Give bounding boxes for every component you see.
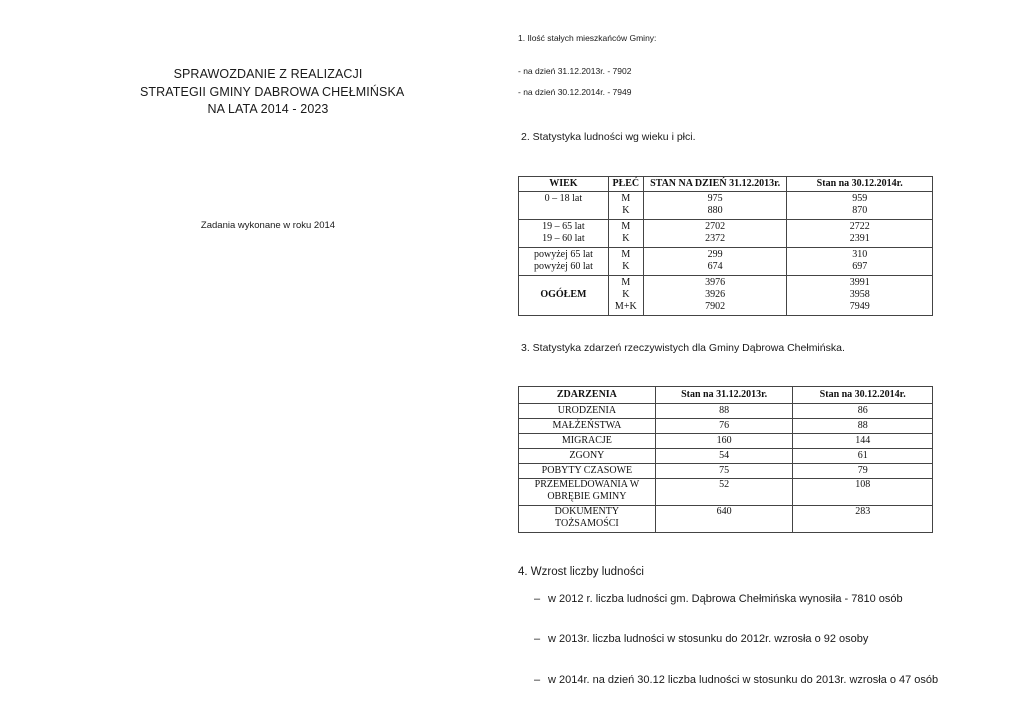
value-2014: 108	[793, 479, 933, 506]
event-name: MAŁŻEŃSTWA	[519, 419, 656, 434]
sex-value: K	[622, 261, 630, 272]
value-2014-cell	[787, 220, 933, 248]
sex-cell	[608, 248, 643, 276]
table-row-total	[519, 276, 933, 316]
growth-text: w 2012 r. liczba ludności gm. Dąbrowa Chełmińska wynosiła - 7810 osób	[548, 593, 903, 605]
value: 299	[707, 249, 723, 260]
value: 2372	[705, 233, 726, 244]
age-label: 19 – 65 lat	[542, 221, 585, 232]
event-name-line: PRZEMELDOWANIA W	[534, 479, 640, 490]
value-2014: 88	[793, 419, 933, 434]
table-header-row	[519, 387, 933, 404]
header-age: WIEK	[519, 177, 609, 192]
age-cell	[519, 248, 609, 276]
table-row	[519, 464, 933, 479]
table-row	[519, 220, 933, 248]
age-cell	[519, 192, 609, 220]
event-name-line: OBRĘBIE GMINY	[547, 491, 627, 502]
value-2013: 88	[655, 404, 793, 419]
age-cell	[519, 220, 609, 248]
event-name: POBYTY CZASOWE	[519, 464, 656, 479]
section3-title: 3. Statystyka zdarzeń rzeczywistych dla Gminy Dąbrowa Chełmińska.	[521, 342, 845, 354]
table-header-row	[519, 177, 933, 192]
table-row	[519, 479, 933, 506]
age-label: 19 – 60 lat	[542, 233, 585, 244]
sex-cell	[608, 220, 643, 248]
header-2014: Stan na 30.12.2014r.	[793, 387, 933, 404]
value: 880	[707, 205, 723, 216]
value-2013: 75	[655, 464, 793, 479]
sex-value: K	[622, 205, 630, 216]
value-2014-cell	[787, 276, 933, 316]
dash-bullet: –	[534, 633, 541, 645]
value-2014: 283	[793, 506, 933, 533]
section1-title: 1. Ilość stałych mieszkańców Gminy:	[518, 33, 657, 43]
header-2013: Stan na 31.12.2013r.	[655, 387, 793, 404]
sex-value: K	[622, 289, 630, 300]
event-name-line: DOKUMENTY	[554, 506, 620, 517]
value-2013: 640	[655, 506, 793, 533]
value: 7902	[705, 301, 726, 312]
event-name: MIGRACJE	[519, 434, 656, 449]
table-row	[519, 248, 933, 276]
value: 7949	[849, 301, 870, 312]
report-title-line: STRATEGII GMINY DABROWA CHEŁMIŃSKA	[140, 84, 405, 99]
value-2013-cell	[643, 220, 787, 248]
value-2013-cell	[643, 248, 787, 276]
value: 2722	[849, 221, 870, 232]
value-2013: 160	[655, 434, 793, 449]
report-subtitle: Zadania wykonane w roku 2014	[200, 220, 336, 231]
header-events: ZDARZENIA	[519, 387, 656, 404]
sex-value: M	[621, 277, 631, 288]
age-label: powyżej 65 lat	[533, 249, 593, 260]
value: 2391	[849, 233, 870, 244]
report-title	[140, 66, 405, 119]
value-2013-cell	[643, 192, 787, 220]
table-row	[519, 434, 933, 449]
value: 3976	[705, 277, 726, 288]
age-label: powyżej 60 lat	[533, 261, 593, 272]
value-2013: 76	[655, 419, 793, 434]
dash-bullet: –	[534, 593, 541, 605]
event-name	[519, 506, 656, 533]
event-name: ZGONY	[519, 449, 656, 464]
value-2013: 54	[655, 449, 793, 464]
table-row	[519, 506, 933, 533]
residents-2014: - na dzień 30.12.2014r. - 7949	[518, 87, 632, 97]
value-2014: 61	[793, 449, 933, 464]
growth-item	[534, 593, 903, 605]
value-2014: 86	[793, 404, 933, 419]
header-2013: STAN NA DZIEŃ 31.12.2013r.	[643, 177, 787, 192]
table-row	[519, 449, 933, 464]
growth-text: w 2013r. liczba ludności w stosunku do 2012r. wzrosła o 92 osoby	[548, 633, 869, 645]
growth-item	[534, 633, 868, 645]
value-2013-cell	[643, 276, 787, 316]
value: 959	[852, 193, 868, 204]
sex-value: M	[621, 193, 631, 204]
table-row	[519, 404, 933, 419]
growth-item	[534, 674, 938, 686]
events-table	[518, 386, 933, 533]
value: 3926	[705, 289, 726, 300]
section2-title: 2. Statystyka ludności wg wieku i płci.	[521, 131, 696, 143]
value-2014-cell	[787, 192, 933, 220]
sex-value: M	[621, 249, 631, 260]
value: 870	[852, 205, 868, 216]
event-name-line: TOŻSAMOŚCI	[555, 518, 619, 529]
value: 975	[707, 193, 723, 204]
event-name: URODZENIA	[519, 404, 656, 419]
value: 3991	[849, 277, 870, 288]
growth-text: w 2014r. na dzień 30.12 liczba ludności w stosunku do 2013r. wzrosła o 47 osób	[548, 674, 939, 686]
sex-cell	[608, 192, 643, 220]
total-label: OGÓŁEM	[540, 289, 587, 300]
value: 2702	[705, 221, 726, 232]
value: 3958	[849, 289, 870, 300]
event-name	[519, 479, 656, 506]
header-sex: PŁEĆ	[608, 177, 643, 192]
value: 697	[852, 261, 868, 272]
value-2013: 52	[655, 479, 793, 506]
value-2014-cell	[787, 248, 933, 276]
value-2014: 79	[793, 464, 933, 479]
sex-value: M	[621, 221, 631, 232]
value: 310	[852, 249, 868, 260]
table-row	[519, 419, 933, 434]
sex-value: K	[622, 233, 630, 244]
sex-cell	[608, 276, 643, 316]
value: 674	[707, 261, 723, 272]
section4-title: 4. Wzrost liczby ludności	[518, 566, 644, 578]
table-row	[519, 192, 933, 220]
report-title-line: NA LATA 2014 - 2023	[207, 102, 329, 116]
value-2014: 144	[793, 434, 933, 449]
age-sex-table	[518, 176, 933, 316]
report-title-line: SPRAWOZDANIE Z REALIZACJI	[173, 67, 363, 81]
age-label: 0 – 18 lat	[544, 193, 583, 204]
age-cell	[519, 276, 609, 316]
residents-2013: - na dzień 31.12.2013r. - 7902	[518, 66, 632, 76]
dash-bullet: –	[534, 674, 541, 686]
sex-value: M+K	[614, 301, 637, 312]
header-2014: Stan na 30.12.2014r.	[787, 177, 933, 192]
